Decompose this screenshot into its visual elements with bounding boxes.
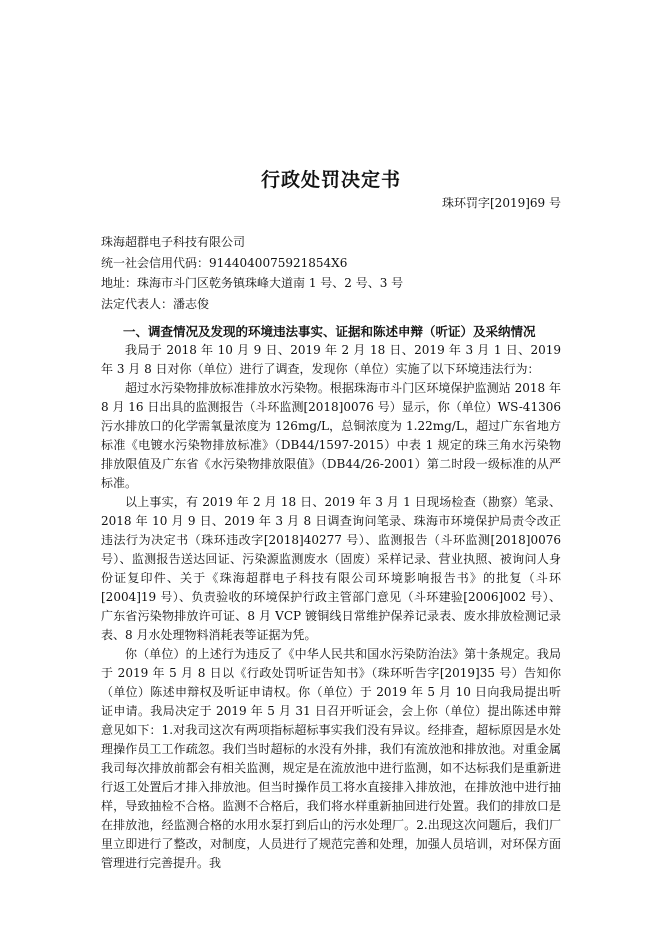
document-number: 珠环罚字[2019]69 号: [442, 196, 561, 210]
company-address: 地址：珠海市斗门区乾务镇珠峰大道南 1 号、2 号、3 号: [101, 276, 404, 290]
document-title: 行政处罚决定书: [260, 169, 401, 191]
paragraph-hearing: 你（单位）的上述行为违反了《中华人民共和国水污染防治法》第十条规定。我局于 2019 年 5 月 8 日以《行政处罚听证告知书》（珠环听告字[2019]35 号）告知你（单位）陈述申辩权及听证申请权。你（单位）于 2019 年 5 月 10 日向我局提出听证申请。我局决定于 2019 年 5 月 31 日召开听证会，会上你（单位）提出陈述申辩意见如下：1.对我司这次有两项指标超标事实我们没有异议。经排查，超标原因是水处理操作员工工作疏忽。我们当时超标的水没有外排，我们有流放池和排放池。对重金属我司每次排放前都会有相关监测，规定是在流放池中进行监测，如不达标我们是重新进行返工处置后才排入排放池。但当时操作员工将水直接排入排放池，在排放池中进行抽样，导致抽检不合格。监测不合格后，我们将水样重新抽回进行处置。我们的排放口是在排放池，经监测合格的水用水泵打到后山的污水处理厂。2.出现这次问题后，我们厂里立即进行了整改，对制度，人员进行了规范完善和处理，加强人员培训，对环保方面管理进行完善提升。我: [101, 647, 561, 870]
company-name: 珠海超群电子科技有限公司: [101, 235, 246, 249]
paragraph-investigation: 我局于 2018 年 10 月 9 日、2019 年 2 月 18 日、2019 年 3 月 1 日、2019 年 3 月 8 日对你（单位）进行了调查，发现你（单位）实施了以下环境违法行为：: [101, 343, 561, 376]
paragraph-violation: 超过水污染物排放标准排放水污染物。根据珠海市斗门区环境保护监测站 2018 年 8 月 16 日出具的监测报告（斗环监测[2018]0076 号）显示，你（单位）WS-41306 污水排放口的化学需氧量浓度为 126mg/L，总铜浓度为 1.22mg/L，超过广东省地方标准《电镀水污染物排放标准》（DB44/1597-2015）中表 1 规定的珠三角水污染物排放限值及广东省《水污染物排放限值》（DB44/26-2001）第二时段一级标准的从严标准。: [101, 381, 561, 490]
credit-code: 统一社会信用代码：9144040075921854X6: [101, 255, 348, 270]
document-body: [101, 341, 561, 873]
section-heading: 一、调查情况及发现的环境违法事实、证据和陈述申辩（听证）及采纳情况: [123, 324, 536, 339]
legal-representative: 法定代表人：潘志俊: [101, 296, 210, 311]
party-info: [101, 232, 561, 314]
paragraph-evidence: 以上事实，有 2019 年 2 月 18 日、2019 年 3 月 1 日现场检查（勘察）笔录、2018 年 10 月 9 日、2019 年 3 月 8 日调查询问笔录、珠海市环境保护局责令改正违法行为决定书（珠环违改字[2018]40277 号）、监测报告（斗环监测[2018]0076 号）、监测报告送达回证、污染源监测废水（固废）采样记录、营业执照、被询问人身份证复印件、关于《珠海超群电子科技有限公司环境影响报告书》的批复（斗环[2004]19 号）、负责验收的环境保护行政主管部门意见（斗环建验[2006]002 号）、广东省污染物排放许可证、8 月 VCP 镀铜线日常维护保养记录表、废水排放检测记录表、8 月水处理物料消耗表等证据为凭。: [101, 495, 561, 642]
